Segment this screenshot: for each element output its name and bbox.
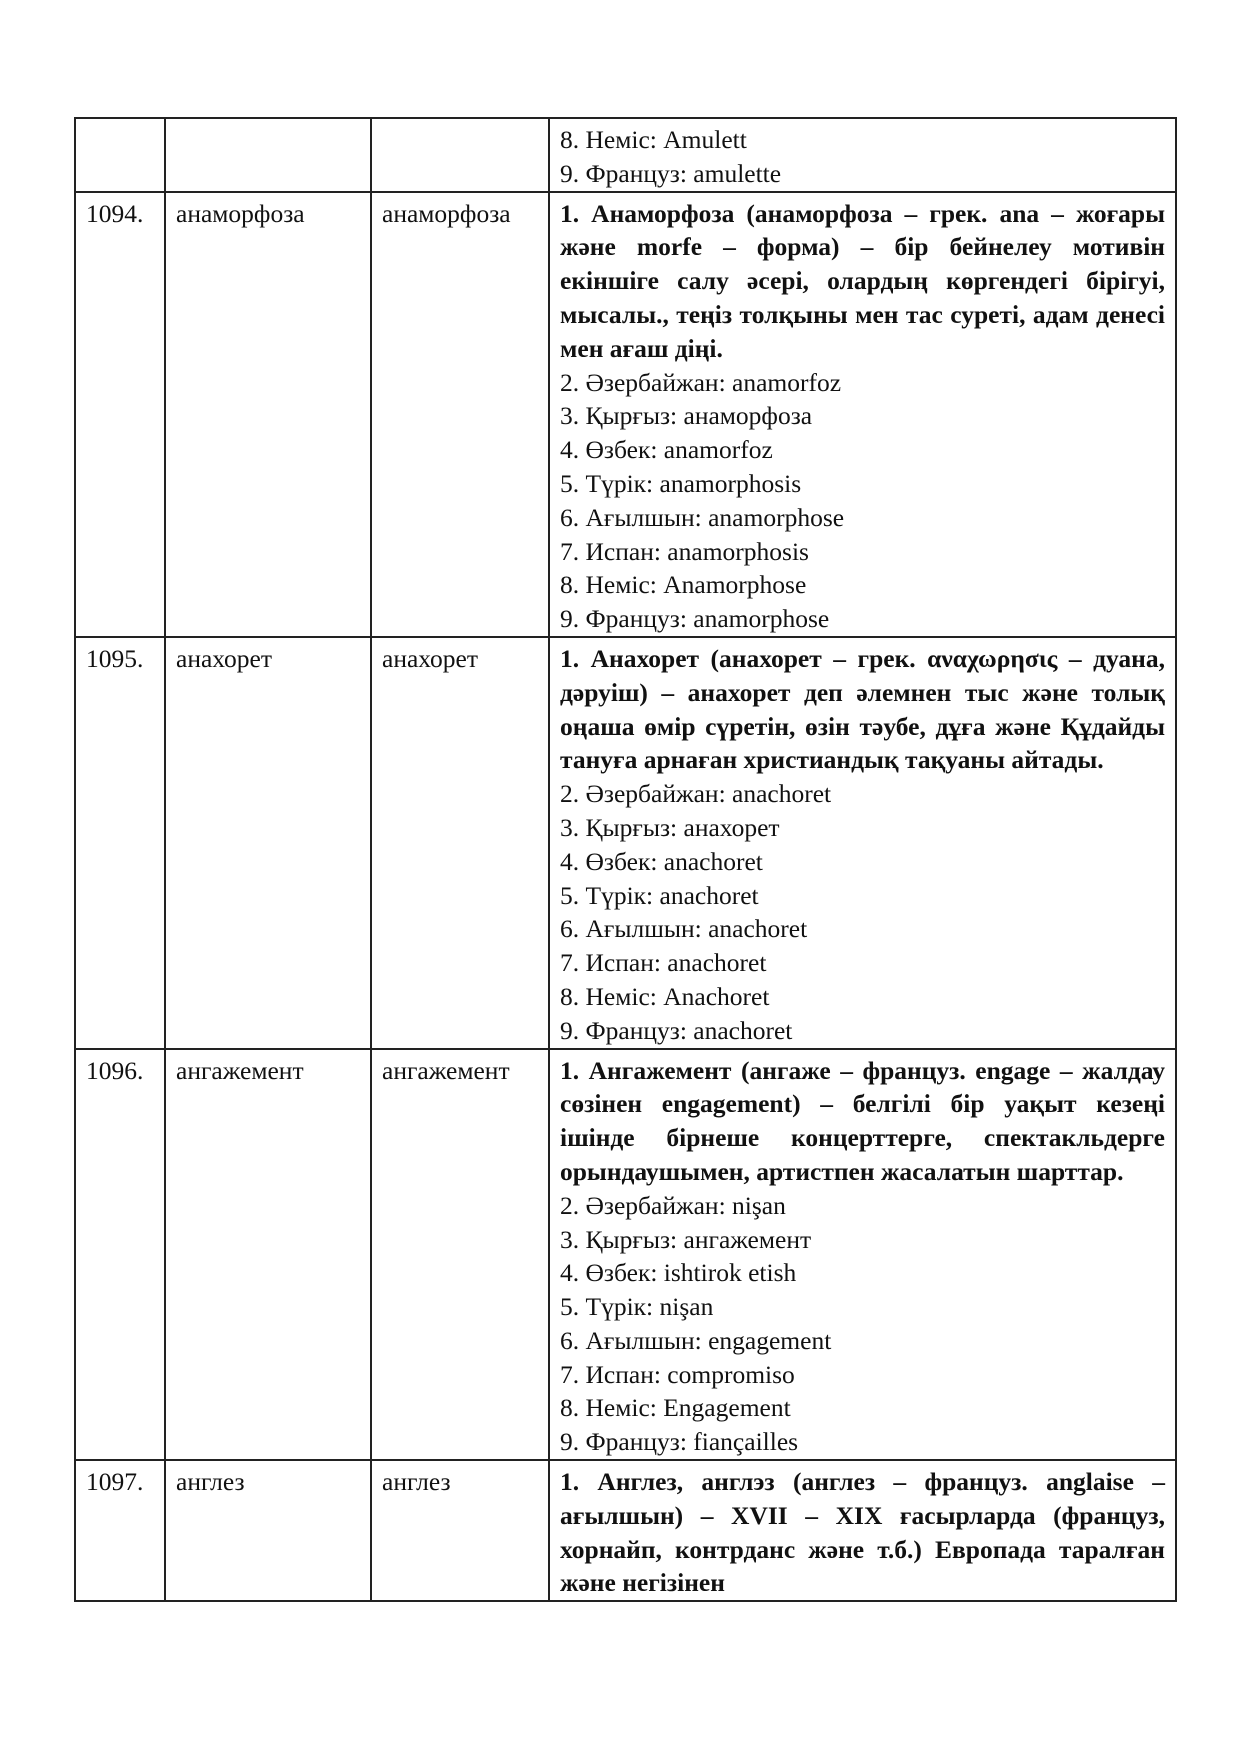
translation-line: 4. Өзбек: ishtirok etish (560, 1258, 797, 1288)
translation-line: 2. Әзербайжан: nişan (560, 1190, 786, 1220)
entry-number: 1097. (75, 1460, 165, 1601)
translation-line: 8. Неміс: Anamorphose (560, 570, 807, 600)
entry-description (549, 1460, 1176, 1601)
translation-line: 7. Испан: anamorphosis (560, 536, 809, 566)
translation-line: 8. Неміс: Engagement (560, 1393, 791, 1423)
translation-line: 5. Түрік: anachoret (560, 880, 759, 910)
entry-term-russian: ангажемент (371, 1049, 549, 1461)
translation-line: 9. Француз: anamorphose (560, 604, 830, 634)
entry-number (75, 118, 165, 192)
translation-line: 9. Француз: amulette (560, 158, 782, 188)
entry-term: англез (165, 1460, 371, 1601)
entry-description (549, 1049, 1176, 1461)
table-row (75, 1460, 1176, 1601)
translation-line: 5. Түрік: anamorphosis (560, 468, 802, 498)
translation-line: 6. Ағылшын: engagement (560, 1325, 832, 1355)
translation-line: 3. Қырғыз: ангажемент (560, 1224, 812, 1254)
entry-term: анахорет (165, 637, 371, 1049)
entry-description (549, 192, 1176, 637)
table-row (75, 118, 1176, 192)
dictionary-table (74, 117, 1177, 1602)
entry-definition: 1. Англез, англэз (англез – француз. anglaise – ағылшын) – XVII – XIX ғасырларда (француз, хорнайп, контрданс және т.б.) Европада таралған және негізінен (560, 1467, 1165, 1598)
entry-description (549, 118, 1176, 192)
entry-number: 1095. (75, 637, 165, 1049)
translation-line: 7. Испан: compromiso (560, 1359, 795, 1389)
translation-line: 8. Неміс: Amulett (560, 125, 747, 154)
translation-line: 3. Қырғыз: анахорет (560, 812, 780, 842)
translation-line: 9. Француз: anachoret (560, 1015, 793, 1045)
translation-line: 6. Ағылшын: anachoret (560, 914, 808, 944)
dictionary-table-body (75, 118, 1176, 1601)
translation-line: 4. Өзбек: anamorfoz (560, 435, 773, 465)
entry-definition: 1. Анахорет (анахорет – грек. αναχωρησις – дуана, дәруіш) – анахорет деп әлемнен тыс және толық оңаша өмір сүретін, өзін тәубе, дұға және Құдайды тануға арнаған христиандық тақуаны айтады. (560, 643, 1165, 775)
entry-definition: 1. Анаморфоза (анаморфоза – грек. ana – жоғары және morfe – форма) – бір бейнелеу мотивін екіншіге салу әсері, олардың көргендегі бірігуі, мысалы., теңіз толқыны мен тас суреті, адам денесі мен ағаш діңі. (560, 198, 1165, 363)
entry-term-russian: англез (371, 1460, 549, 1601)
translation-line: 3. Қырғыз: анаморфоза (560, 401, 813, 431)
table-row (75, 192, 1176, 637)
entry-term-russian: анаморфоза (371, 192, 549, 637)
entry-term (165, 118, 371, 192)
table-row (75, 1049, 1176, 1461)
translation-line: 4. Өзбек: anachoret (560, 846, 763, 876)
entry-term: ангажемент (165, 1049, 371, 1461)
entry-number: 1096. (75, 1049, 165, 1461)
translation-line: 6. Ағылшын: anamorphose (560, 502, 845, 532)
entry-number: 1094. (75, 192, 165, 637)
table-row (75, 637, 1176, 1049)
entry-definition: 1. Ангажемент (ангаже – француз. engage – жалдау сөзінен engagement) – белгілі бір уақыт кезеңі ішінде бірнеше концерттерге, спектакльдерге орындаушымен, артистпен жасалатын шарттар. (560, 1055, 1165, 1186)
translation-line: 2. Әзербайжан: anachoret (560, 779, 832, 809)
entry-term-russian: анахорет (371, 637, 549, 1049)
translation-line: 9. Француз: fiançailles (560, 1427, 799, 1457)
entry-description (549, 637, 1176, 1049)
translation-line: 2. Әзербайжан: anamorfoz (560, 367, 842, 397)
translation-line: 5. Түрік: nişan (560, 1292, 714, 1322)
entry-term-russian (371, 118, 549, 192)
entry-term: анаморфоза (165, 192, 371, 637)
translation-line: 7. Испан: anachoret (560, 948, 767, 978)
translation-line: 8. Неміс: Anachoret (560, 981, 770, 1011)
